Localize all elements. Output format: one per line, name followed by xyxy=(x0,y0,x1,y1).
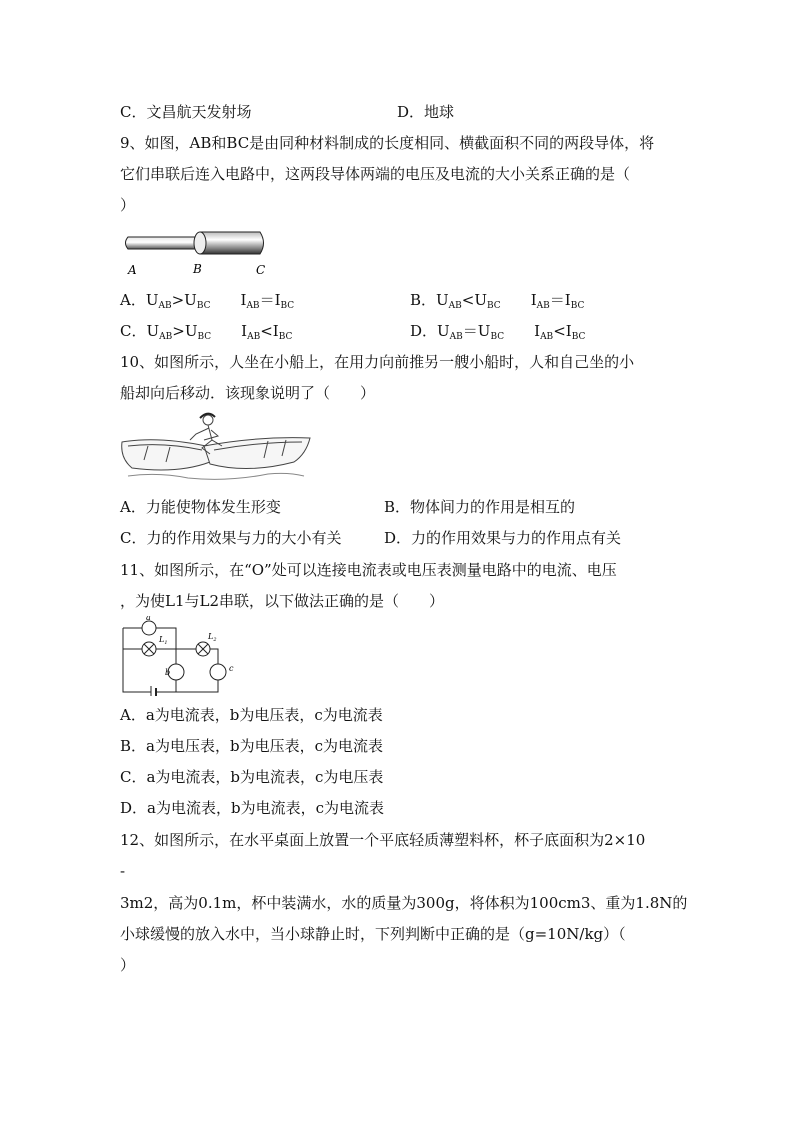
q10-option-d: D．力的作用效果与力的作用点有关 xyxy=(384,529,622,547)
q9-conductor-figure xyxy=(120,228,280,280)
lamp-l2 xyxy=(196,642,210,656)
q11-circuit-figure xyxy=(118,616,242,696)
meter-b xyxy=(168,664,184,680)
q8-option-d: D．地球 xyxy=(397,103,455,121)
q9-stem-line1: 9、如图，AB和BC是由同种材料制成的长度相同、横截面积不同的两段导体，将 xyxy=(120,134,655,152)
q11-option-b: B．a为电压表，b为电压表，c为电流表 xyxy=(120,737,383,755)
label-a: a xyxy=(146,616,151,622)
lamp-l1 xyxy=(142,642,156,656)
q11-option-c: C．a为电流表，b为电流表，c为电压表 xyxy=(120,768,384,786)
q10-option-c: C．力的作用效果与力的大小有关 xyxy=(120,529,342,547)
q12-stem-line2: - xyxy=(120,862,126,880)
q8-option-c: C．文昌航天发射场 xyxy=(120,103,252,121)
label-c: C xyxy=(256,263,266,277)
meter-c xyxy=(210,664,226,680)
q9-option-b: B．$U_{AB}<U_{BC}$ $I_{AB}=I_{BC}$ xyxy=(410,291,585,311)
label-c: c xyxy=(229,664,234,673)
label-l1: $L_1$ xyxy=(159,635,168,646)
q11-option-a: A．a为电流表，b为电压表，c为电流表 xyxy=(120,706,383,724)
q12-stem-line1: 12、如图所示，在水平桌面上放置一个平底轻质薄塑料杯，杯子底面积为2×10 xyxy=(120,831,646,849)
q12-stem-line5: ） xyxy=(120,956,136,974)
label-a: A xyxy=(128,263,137,277)
q9-option-a: A．$U_{AB}>U_{BC}$ $I_{AB}=I_{BC}$ xyxy=(120,291,295,311)
q10-stem-line2: 船却向后移动．该现象说明了（ ） xyxy=(120,384,376,402)
q9-stem-line3: ） xyxy=(120,196,136,214)
thick-conductor-bc xyxy=(197,232,264,254)
battery-icon xyxy=(151,686,156,696)
q11-stem-line2: ，为使L1与L2串联，以下做法正确的是（ ） xyxy=(120,592,445,610)
q10-option-a: A．力能使物体发生形变 xyxy=(120,498,281,516)
q9-stem-line2: 它们串联后连入电路中，这两段导体两端的电压及电流的大小关系正确的是（ xyxy=(120,165,631,183)
label-b: B xyxy=(193,262,202,276)
q11-option-d: D．a为电流表，b为电流表，c为电流表 xyxy=(120,799,384,817)
q10-option-b: B．物体间力的作用是相互的 xyxy=(384,498,576,516)
q11-stem-line1: 11、如图所示，在“O”处可以连接电流表或电压表测量电路中的电流、电压 xyxy=(120,561,617,579)
q12-stem-line3: 3m2，高为0.1m，杯中装满水，水的质量为300g，将体积为100cm3、重为1.8N的 xyxy=(120,894,688,912)
q9-option-c: C．$U_{AB}>U_{BC}$ $I_{AB}<I_{BC}$ xyxy=(120,322,293,342)
q10-boats-figure xyxy=(118,410,314,486)
q9-option-d: D．$U_{AB}=U_{BC}$ $I_{AB}<I_{BC}$ xyxy=(410,322,586,342)
label-b: b xyxy=(165,668,171,677)
label-l2: $L_2$ xyxy=(208,632,217,643)
thin-conductor-ab xyxy=(126,237,199,249)
meter-a xyxy=(142,621,156,635)
q10-stem-line1: 10、如图所示，人坐在小船上，在用力向前推另一艘小船时，人和自己坐的小 xyxy=(120,353,635,371)
q12-stem-line4: 小球缓慢的放入水中，当小球静止时，下列判断中正确的是（g=10N/kg）（ xyxy=(120,925,626,943)
